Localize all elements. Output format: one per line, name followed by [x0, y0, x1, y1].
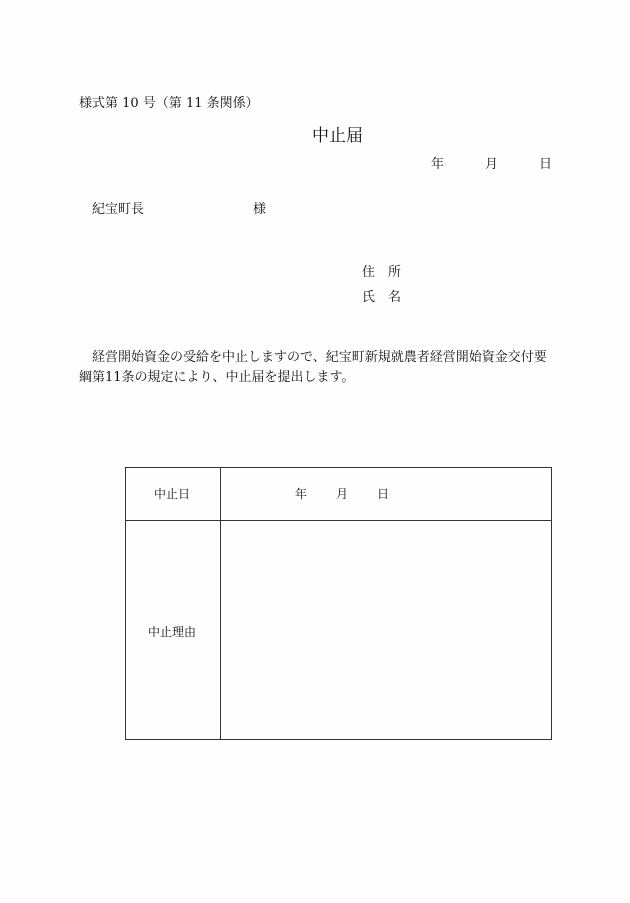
date-day-label: 日 — [539, 157, 553, 172]
form-number: 様式第 10 号（第 11 条関係） — [79, 96, 259, 111]
address-label: 住 所 — [362, 265, 402, 280]
stop-date-label: 中止日 — [154, 487, 191, 501]
stop-reason-field[interactable] — [222, 522, 551, 739]
table-column-divider — [220, 468, 221, 739]
name-label: 氏 名 — [362, 290, 402, 305]
stop-date-year: 年 — [295, 487, 308, 501]
stop-date-day: 日 — [377, 487, 390, 501]
stop-reason-label: 中止理由 — [148, 625, 197, 639]
table-row-divider — [126, 520, 551, 521]
stop-form-table — [125, 467, 552, 740]
date-year-label: 年 — [431, 157, 445, 172]
stop-date-month: 月 — [336, 487, 349, 501]
recipient: 紀宝町長 — [92, 202, 145, 217]
body-text: 経営開始資金の受給を中止しますので、紀宝町新規就農者経営開始資金交付要綱第11条の規定により、中止届を提出します。 — [79, 350, 547, 385]
date-month-label: 月 — [485, 157, 499, 172]
document-title: 中止届 — [312, 126, 363, 146]
honorific: 様 — [253, 202, 267, 217]
